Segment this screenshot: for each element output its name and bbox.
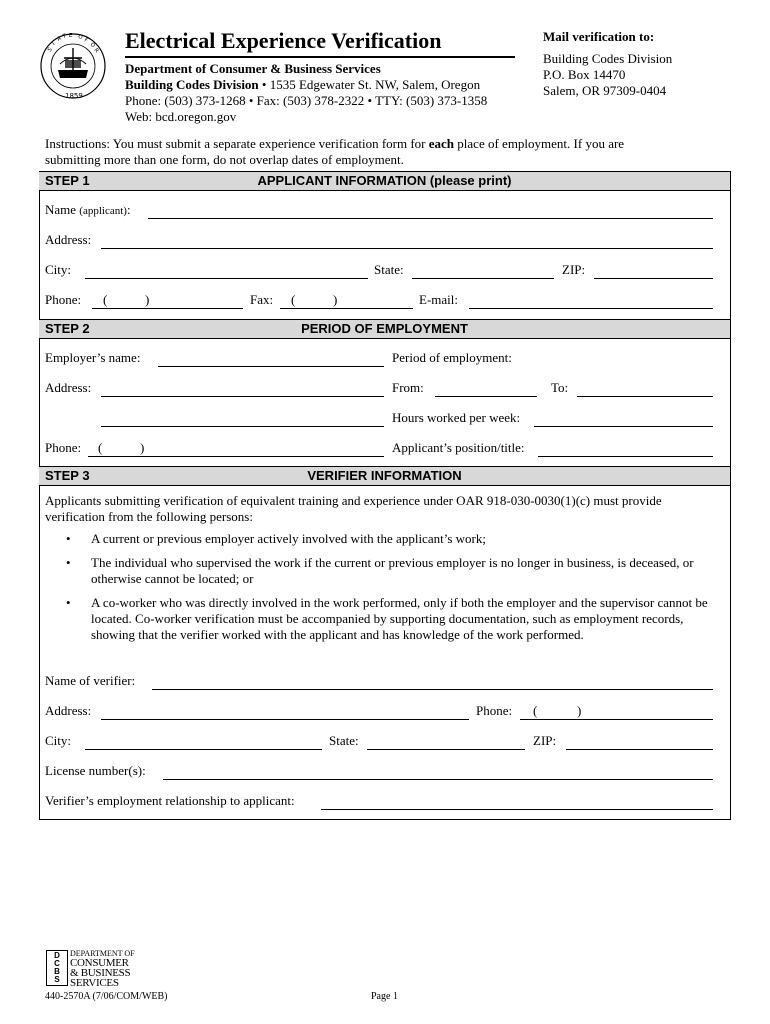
svg-text:O: O	[77, 34, 84, 41]
employer-name-field[interactable]	[158, 366, 384, 367]
applicant-email-label: E-mail:	[419, 292, 458, 307]
applicant-phone-paren-close: )	[145, 292, 150, 307]
svg-text:F: F	[83, 37, 89, 45]
employer-phone-label: Phone:	[45, 440, 82, 455]
verifier-zip-label: ZIP:	[533, 733, 557, 748]
department-name: Department of Consumer & Business Services	[125, 61, 381, 76]
applicant-email-field[interactable]	[469, 308, 713, 309]
applicant-phone-label: Phone:	[45, 292, 82, 307]
hours-per-week-label: Hours worked per week:	[392, 410, 521, 425]
bullet-marker-2: •	[66, 555, 71, 570]
svg-text:1859: 1859	[65, 92, 83, 100]
employment-period-label: Period of employment:	[392, 350, 512, 365]
employer-name-label: Employer’s name:	[45, 350, 141, 365]
step3-number: STEP 3	[45, 468, 90, 483]
employer-phone-paren-open: (	[98, 440, 103, 455]
applicant-name-label: Name (applicant):	[45, 202, 131, 217]
step3-title: VERIFIER INFORMATION	[307, 468, 462, 483]
form-number: 440-2570A (7/06/COM/WEB)	[45, 991, 168, 1002]
mail-to-line-1: Building Codes Division	[543, 51, 673, 66]
dcbs-logo	[46, 946, 141, 988]
division-address: • 1535 Edgewater St. NW, Salem, Oregon	[258, 77, 481, 92]
dcbs-logo-line-2: CONSUMER	[70, 957, 129, 969]
verifier-address-label: Address:	[45, 703, 92, 718]
svg-text:S: S	[46, 46, 54, 54]
instructions-bold: each	[428, 136, 455, 151]
step3-bar	[39, 466, 730, 486]
applicant-city-label: City:	[45, 262, 72, 277]
step1-number: STEP 1	[45, 173, 90, 188]
applicant-position-field[interactable]	[538, 456, 713, 457]
applicant-state-label: State:	[374, 262, 404, 277]
step2-number: STEP 2	[45, 321, 90, 336]
applicant-state-field[interactable]	[412, 278, 554, 279]
applicant-fax-paren-close: )	[333, 292, 338, 307]
employment-to-field[interactable]	[577, 396, 713, 397]
contact-phone-line: Phone: (503) 373-1268 • Fax: (503) 378-2322 • TTY: (503) 373-1358	[125, 93, 488, 108]
license-number-label: License number(s):	[45, 763, 146, 778]
license-number-field[interactable]	[163, 779, 713, 780]
bullet-marker-1: •	[66, 531, 71, 546]
verifier-city-field[interactable]	[85, 749, 322, 750]
mail-to-line-3: Salem, OR 97309-0404	[543, 83, 667, 98]
svg-text:T: T	[62, 33, 67, 40]
instructions-post: place of employment. If you are	[454, 136, 625, 151]
applicant-phone-paren-open: (	[103, 292, 108, 307]
verifier-address-field[interactable]	[101, 719, 469, 720]
step2-bar	[39, 319, 730, 339]
verifier-phone-paren-close: )	[577, 703, 582, 718]
svg-text:T: T	[50, 40, 57, 48]
svg-text:A: A	[56, 35, 63, 43]
svg-text:E: E	[69, 33, 73, 39]
applicant-phone-field[interactable]	[92, 308, 243, 309]
employer-phone-field[interactable]	[88, 456, 384, 457]
relationship-field[interactable]	[321, 809, 713, 810]
verifier-intro: Applicants submitting verification of equivalent training and experience under OAR 918-030-0030(1)(c) must provide verification from the following persons:	[45, 493, 662, 524]
verifier-phone-label: Phone:	[476, 703, 513, 718]
instructions-pre: Instructions: You must submit a separate experience verification form for	[45, 136, 429, 151]
applicant-position-label: Applicant’s position/title:	[392, 440, 525, 455]
instructions-line2: submitting more than one form, do not overlap dates of employment.	[45, 152, 404, 167]
svg-text:O: O	[88, 41, 96, 50]
form-title: Electrical Experience Verification	[125, 28, 442, 53]
bullet-item-1: A current or previous employer actively involved with the applicant’s work;	[91, 531, 486, 546]
instructions	[45, 136, 735, 168]
verifier-name-field[interactable]	[152, 689, 713, 690]
verifier-zip-field[interactable]	[566, 749, 713, 750]
verifier-state-field[interactable]	[367, 749, 525, 750]
applicant-fax-label: Fax:	[250, 292, 274, 307]
verifier-phone-field[interactable]	[520, 719, 713, 720]
verifier-state-label: State:	[329, 733, 359, 748]
contact-web-line: Web: bcd.oregon.gov	[125, 109, 237, 124]
employment-to-label: To:	[551, 380, 569, 395]
bullet-item-3: A co-worker who was directly involved in the work performed, only if both the employer and the supervisor cannot be located. Co-worker verification must be accompanied by supporting documentation, such as employment records, showing that the verifier worked with the applicant and has knowledge of the work performed.	[91, 595, 708, 642]
page-number: Page 1	[371, 991, 398, 1002]
dcbs-logo-line-4: SERVICES	[70, 977, 119, 989]
applicant-city-field[interactable]	[85, 278, 368, 279]
applicant-zip-label: ZIP:	[562, 262, 586, 277]
dcbs-logo-mark: DCBS	[46, 950, 68, 986]
hours-per-week-field[interactable]	[534, 426, 713, 427]
bullet-item-2: The individual who supervised the work if the current or previous employer is no longer in business, is deceased, or otherwise cannot be located; or	[91, 555, 694, 586]
applicant-address-field[interactable]	[101, 248, 713, 249]
verifier-name-label: Name of verifier:	[45, 673, 136, 688]
division-name: Building Codes Division	[125, 77, 259, 92]
mail-to-line-2: P.O. Box 14470	[543, 67, 626, 82]
relationship-label: Verifier’s employment relationship to applicant:	[45, 793, 295, 808]
applicant-address-label: Address:	[45, 232, 92, 247]
employer-address-field[interactable]	[101, 396, 384, 397]
verifier-city-label: City:	[45, 733, 72, 748]
svg-text:R: R	[92, 47, 100, 55]
division-address-line	[125, 77, 480, 93]
dcbs-logo-line-3: & BUSINESS	[70, 967, 131, 979]
applicant-name-field[interactable]	[148, 218, 713, 219]
title-rule	[125, 56, 515, 58]
verifier-phone-paren-open: (	[533, 703, 538, 718]
step1-bar	[39, 171, 730, 191]
employment-from-label: From:	[392, 380, 424, 395]
employer-address-field-2[interactable]	[101, 426, 384, 427]
dcbs-logo-line-1: DEPARTMENT OF	[70, 949, 135, 958]
bullet-marker-3: •	[66, 595, 71, 610]
employment-from-field[interactable]	[435, 396, 537, 397]
employer-address-label: Address:	[45, 380, 92, 395]
applicant-fax-field[interactable]	[280, 308, 413, 309]
applicant-fax-paren-open: (	[291, 292, 296, 307]
oregon-seal	[40, 30, 106, 102]
applicant-zip-field[interactable]	[594, 278, 713, 279]
step2-title: PERIOD OF EMPLOYMENT	[301, 321, 468, 336]
step1-title: APPLICANT INFORMATION (please print)	[257, 173, 512, 188]
employer-phone-paren-close: )	[140, 440, 145, 455]
mail-to-heading: Mail verification to:	[543, 29, 655, 44]
